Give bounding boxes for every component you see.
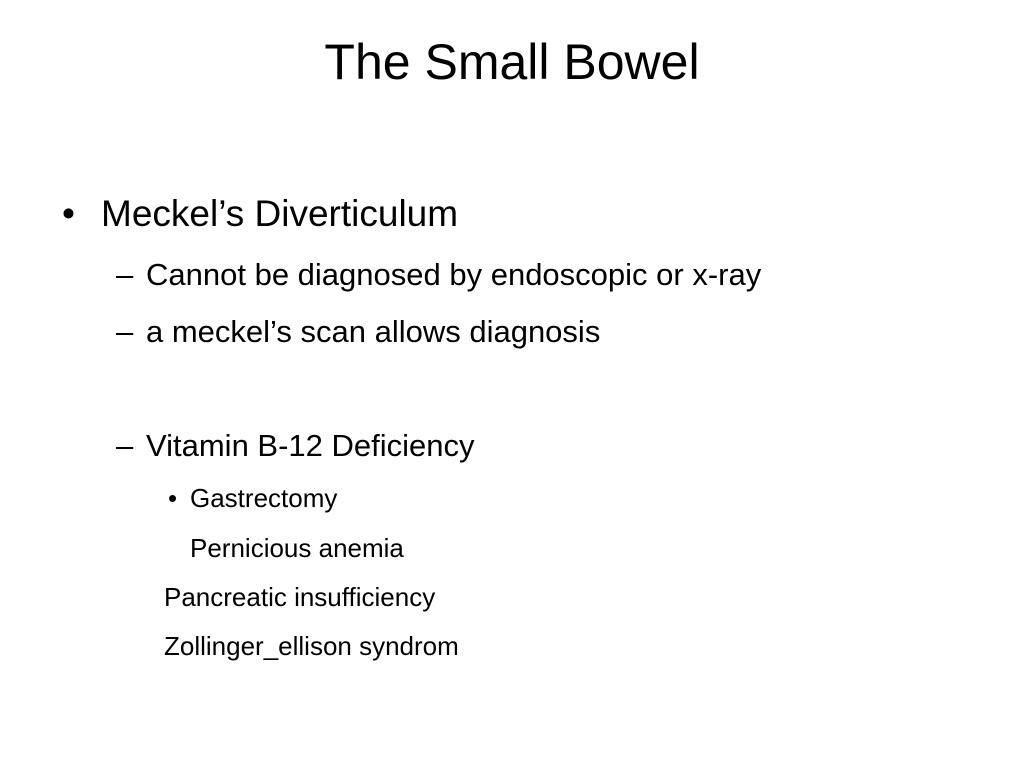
sub-item-meckels-scan: a meckel’s scan allows diagnosis [146, 314, 601, 349]
bullet-marker: • [62, 193, 75, 234]
bullet-marker: • [168, 483, 178, 513]
dash-marker: – [116, 314, 134, 349]
sub-sub-item-zollinger-ellison: Zollinger_ellison syndrom [164, 631, 459, 661]
slide-title: The Small Bowel [324, 34, 700, 90]
sub-item-cannot-be-diagnosed: Cannot be diagnosed by endoscopic or x-ray [146, 257, 762, 292]
sub-sub-item-gastrectomy: Gastrectomy [190, 483, 338, 513]
sub-sub-item-pancreatic-insufficiency: Pancreatic insufficiency [164, 582, 436, 612]
sub-item-vitamin-b12-deficiency: Vitamin B-12 Deficiency [146, 428, 475, 463]
dash-marker: – [116, 428, 134, 463]
dash-marker: – [116, 257, 134, 292]
bullet-item-meckels-diverticulum: Meckel’s Diverticulum [101, 193, 459, 234]
sub-sub-item-pernicious-anemia: Pernicious anemia [190, 533, 404, 563]
